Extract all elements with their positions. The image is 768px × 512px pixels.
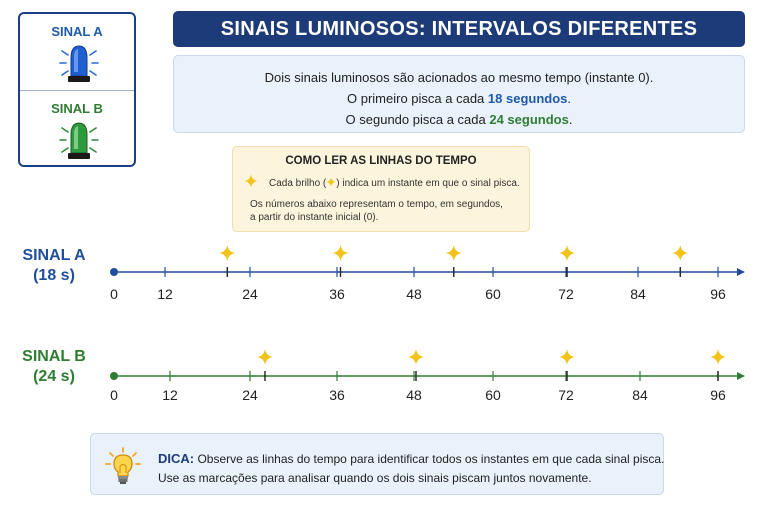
intro-line-3-text: O segundo pisca a cada (345, 112, 490, 127)
howto-line-3: a partir do instante inicial (0). (250, 212, 379, 223)
timeline-b-tick-label-84: 84 (632, 387, 648, 403)
timeline-a-flash-sparkle-36 (333, 245, 349, 261)
timeline-a-tick-label-36: 36 (329, 286, 345, 302)
timeline-b-tick-label-60: 60 (485, 387, 501, 403)
timeline-b-tick-label-72: 72 (558, 387, 574, 403)
timeline-b-tick-label-96: 96 (710, 387, 726, 403)
timeline-b-flash-sparkle-24 (257, 349, 273, 365)
timeline-a-tick-label-84: 84 (630, 286, 646, 302)
howto-line-2: Os números abaixo representam o tempo, em segundos, (250, 199, 503, 210)
timeline-b-interval: (24 s) (33, 368, 75, 385)
timeline-b-flash-sparkle-48 (408, 349, 424, 365)
timeline-b-tick-label-0: 0 (110, 387, 118, 403)
timeline-a-flash-sparkle-72 (559, 245, 575, 261)
timeline-a-interval: (18 s) (33, 267, 75, 284)
intro-line-3-end: . (568, 112, 573, 127)
lightbulb-icon (103, 447, 143, 487)
timeline-a-tick-label-96: 96 (710, 286, 726, 302)
timeline-a-flash-sparkle-54 (446, 245, 462, 261)
timeline-a-tick-label-12: 12 (157, 286, 173, 302)
timeline-b-flash-sparkle-72 (559, 349, 575, 365)
tip-box (90, 433, 664, 495)
timeline-a-tick-label-48: 48 (406, 286, 422, 302)
interval-a-highlight: 18 segundos (487, 91, 568, 106)
signal-a-legend-label: SINAL A (51, 24, 103, 39)
timeline-b-tick-label-24: 24 (242, 387, 258, 403)
timeline-a-tick-label-72: 72 (558, 286, 574, 302)
timeline-a-start-dot (110, 268, 118, 276)
tip-line-1 (158, 451, 664, 466)
timeline-b-name: SINAL B (22, 348, 86, 365)
page-title: SINAIS LUMINOSOS: INTERVALOS DIFERENTES (173, 11, 745, 47)
timeline-b-tick-label-12: 12 (162, 387, 178, 403)
timeline-b-start-dot (110, 372, 118, 380)
timeline-b-tick-label-48: 48 (406, 387, 422, 403)
timeline-a-tick-label-60: 60 (485, 286, 501, 302)
timeline-a-flash-sparkle-90 (672, 245, 688, 261)
interval-b-highlight: 24 segundos (489, 112, 569, 127)
intro-line-2-end: . (567, 91, 571, 106)
timeline-b-tick-label-36: 36 (329, 387, 345, 403)
signal-b-legend-label: SINAL B (51, 101, 103, 116)
howto-line-1-text: Cada brilho ( (269, 178, 327, 189)
howto-title: COMO LER AS LINHAS DO TEMPO (285, 155, 477, 167)
tip-line-1-text: Observe as linhas do tempo para identificar todos os instantes em que cada sinal pisca. (194, 452, 665, 466)
tip-line-2: Use as marcações para analisar quando os dois sinais piscam juntos novamente. (158, 471, 592, 485)
timeline-b-flash-sparkle-96 (710, 349, 726, 365)
timeline-a-flash-sparkle-18 (219, 245, 235, 261)
intro-line-2-text: O primeiro pisca a cada (347, 91, 488, 106)
howto-line-1-end: ) indica um instante em que o sinal pisca. (336, 178, 520, 189)
tip-heading: DICA: (158, 451, 195, 466)
timeline-a-axis-arrow (737, 268, 745, 276)
timeline-a-tick-label-0: 0 (110, 286, 118, 302)
timeline-b-axis-arrow (737, 372, 745, 380)
timeline-a-name: SINAL A (22, 247, 86, 264)
intro-line-1: Dois sinais luminosos são acionados ao mesmo tempo (instante 0). (264, 70, 654, 85)
timeline-a-tick-label-24: 24 (242, 286, 258, 302)
